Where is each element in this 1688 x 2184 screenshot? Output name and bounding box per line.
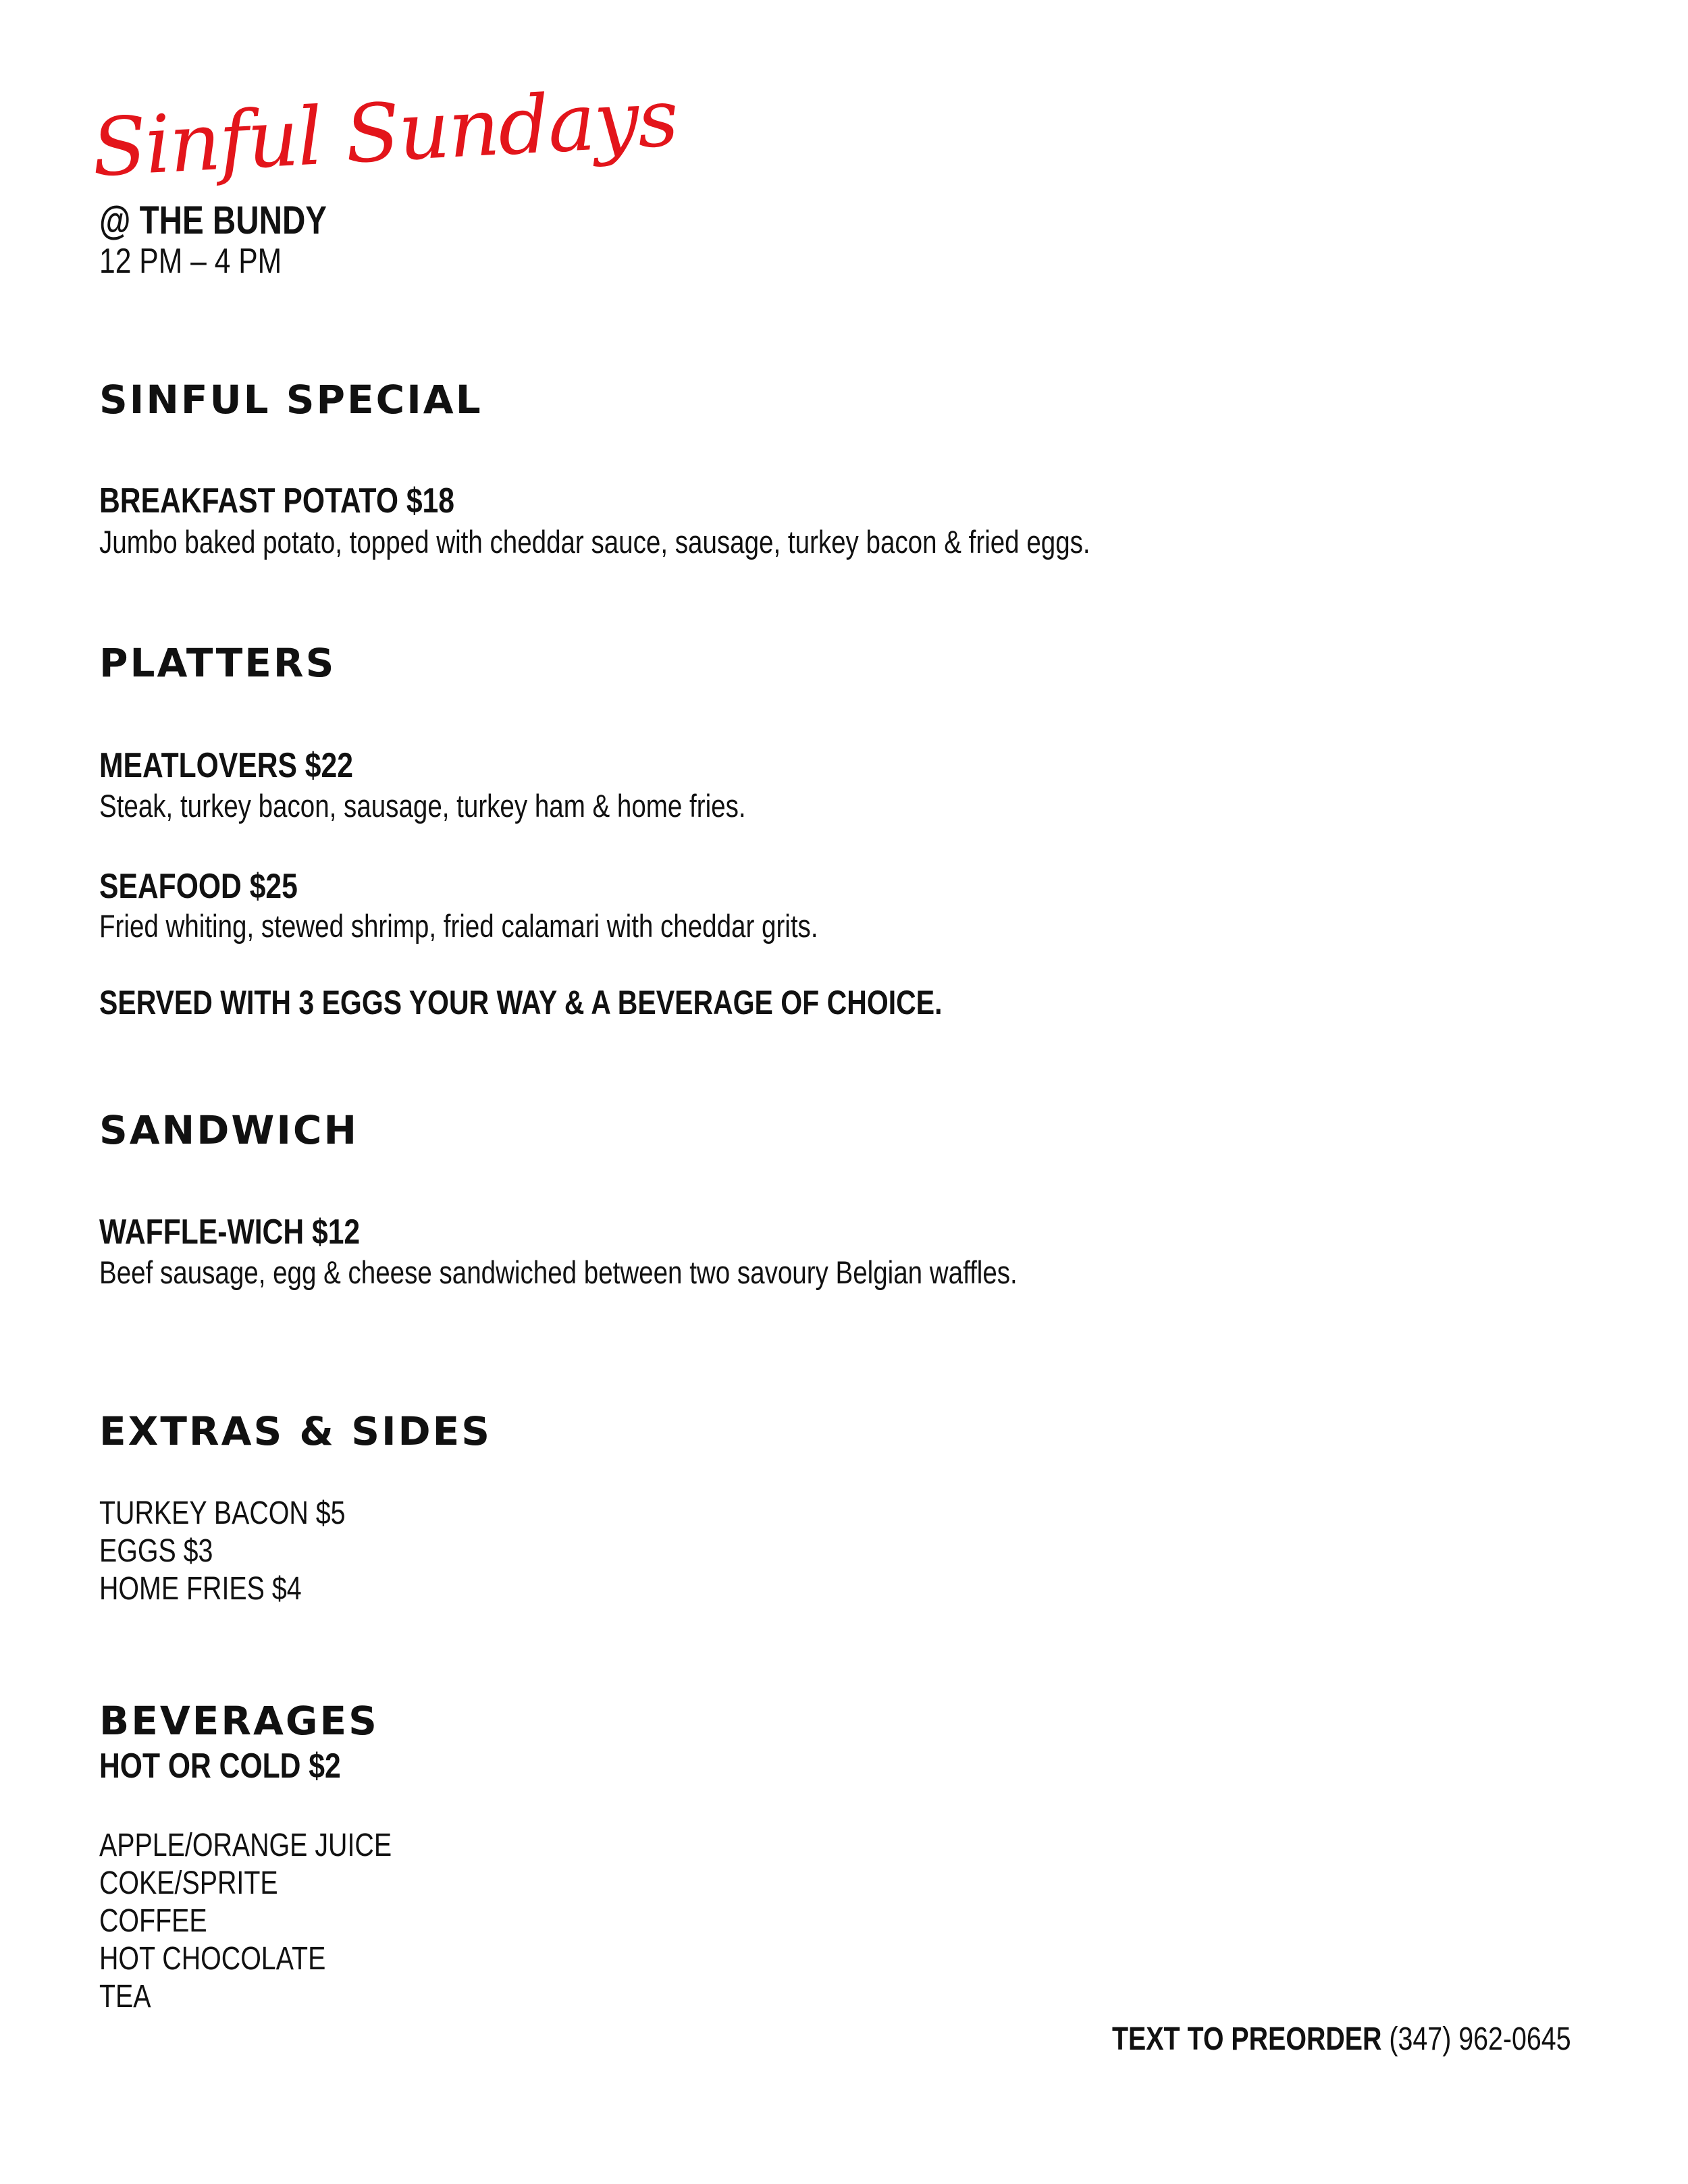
- section-title-special: SINFUL SPECIAL: [99, 377, 483, 423]
- extras-item-home-fries: HOME FRIES $4: [99, 1571, 302, 1607]
- beverage-item-hot-chocolate: HOT CHOCOLATE: [99, 1941, 326, 1977]
- extras-item-eggs: EGGS $3: [99, 1533, 213, 1569]
- beverage-item-coffee: COFFEE: [99, 1903, 207, 1939]
- preorder-line: [1112, 2021, 1571, 2058]
- preorder-label: TEXT TO PREORDER: [1112, 2021, 1382, 2057]
- hours: 12 PM – 4 PM: [99, 242, 282, 281]
- beverage-item-tea: TEA: [99, 1979, 151, 2015]
- beverages-subtitle: HOT OR COLD $2: [99, 1747, 341, 1786]
- item-name-breakfast-potato: BREAKFAST POTATO $18: [99, 481, 454, 521]
- section-title-sandwich: SANDWICH: [99, 1107, 359, 1153]
- item-desc-seafood: Fried whiting, stewed shrimp, fried calamari with cheddar grits.: [99, 908, 818, 944]
- beverage-item-juice: APPLE/ORANGE JUICE: [99, 1828, 392, 1863]
- venue-name: @ THE BUNDY: [99, 198, 327, 242]
- section-title-beverages: BEVERAGES: [99, 1698, 379, 1744]
- extras-list: [99, 1495, 346, 1608]
- item-name-waffle-wich: WAFFLE-WICH $12: [99, 1213, 361, 1252]
- extras-item-turkey-bacon: TURKEY BACON $5: [99, 1495, 346, 1531]
- item-desc-breakfast-potato: Jumbo baked potato, topped with cheddar sauce, sausage, turkey bacon & fried eggs.: [99, 524, 1090, 560]
- page-title-script: Sinful Sundays: [89, 70, 680, 194]
- section-title-platters: PLATTERS: [99, 640, 336, 686]
- item-name-seafood: SEAFOOD $25: [99, 867, 298, 906]
- item-desc-waffle-wich: Beef sausage, egg & cheese sandwiched between two savoury Belgian waffles.: [99, 1254, 1018, 1290]
- beverage-item-soda: COKE/SPRITE: [99, 1865, 278, 1901]
- preorder-phone[interactable]: (347) 962-0645: [1389, 2021, 1571, 2057]
- platters-note: SERVED WITH 3 EGGS YOUR WAY & A BEVERAGE OF CHOICE.: [99, 984, 943, 1021]
- section-title-extras: EXTRAS & SIDES: [99, 1408, 492, 1454]
- item-desc-meatlovers: Steak, turkey bacon, sausage, turkey ham & home fries.: [99, 788, 746, 824]
- item-name-meatlovers: MEATLOVERS $22: [99, 746, 353, 785]
- beverages-list: [99, 1827, 392, 2016]
